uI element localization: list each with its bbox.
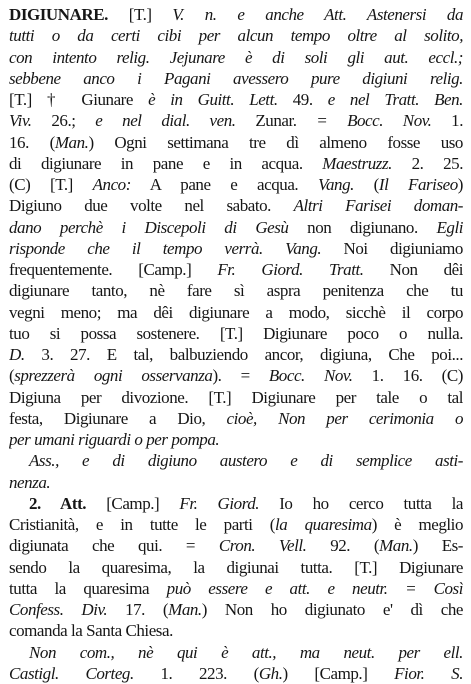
- italic-text: V. n. e anche Att. Astenersi da: [172, 5, 463, 24]
- italic-text: tutti o da certi cibi per alcun tempo oltre al solito,: [9, 26, 463, 46]
- entry-line: [9, 429, 463, 450]
- body-text: ): [457, 175, 463, 194]
- body-text: 92. (: [306, 536, 380, 556]
- italic-text: è in Guitt. Lett.: [148, 90, 278, 109]
- body-text: Digiuno due volte nel sabato.: [9, 196, 294, 216]
- body-text: [T.] † Giunare: [9, 90, 149, 109]
- italic-text: Anco:: [92, 175, 131, 194]
- italic-text: Ass., e di digiuno austero e di semplice asti-: [29, 451, 463, 471]
- italic-text: Il Fariseo: [378, 175, 458, 194]
- italic-text: la quaresima: [275, 515, 372, 534]
- entry-line: [9, 387, 463, 408]
- body-text: (C) [T.]: [9, 175, 93, 194]
- entry-line: [9, 302, 463, 323]
- entry-line: [9, 153, 463, 174]
- entry-line: [9, 238, 463, 259]
- entry-line: [9, 493, 463, 514]
- italic-text: Viv.: [9, 111, 32, 131]
- body-text: Non dêi: [363, 260, 463, 279]
- italic-text: con intento relig. Jejunare è di soli gli aut. eccl.;: [9, 47, 463, 67]
- entry-line: [9, 344, 463, 365]
- body-text: ). =: [212, 366, 269, 386]
- italic-text: Fr. Giord. Tratt.: [217, 260, 364, 279]
- italic-text: Man.: [168, 600, 202, 619]
- dictionary-entry-digiunare: [9, 4, 463, 684]
- body-text: ) Es-: [412, 536, 463, 556]
- body-text: ) Ogni settimana tre dì almeno fosse uso: [88, 132, 463, 152]
- body-text: tuo si possa sostenere. [T.] Digiunare poco o nulla.: [9, 323, 463, 343]
- body-text: ) Non ho digiunato e' dì che: [201, 600, 463, 619]
- body-text: Noi digiuniamo: [321, 238, 463, 258]
- italic-text: Fr. Giord.: [179, 493, 260, 513]
- italic-text: risponde che il tempo verrà. Vang.: [9, 238, 322, 258]
- italic-text: Vang.: [317, 175, 354, 194]
- body-text: 3. 27. E tal, balbuziendo ancor, digiuna, Che poi...: [24, 345, 463, 364]
- italic-text: Egli: [436, 217, 463, 237]
- body-text: [T.]: [128, 5, 173, 24]
- body-text: di digiunare in pane e in acqua.: [9, 153, 323, 173]
- italic-text: sprezzerà ogni osservanza: [14, 366, 213, 386]
- italic-text: Man.: [54, 132, 89, 152]
- entry-line: [9, 110, 463, 131]
- entry-line: [9, 174, 463, 195]
- body-text: 26.;: [31, 111, 96, 131]
- italic-text: Fior. S.: [394, 663, 463, 683]
- italic-text: Maestruzz.: [322, 153, 392, 173]
- entry-line: [9, 195, 463, 216]
- body-text: frequentemente. [Camp.]: [9, 260, 218, 279]
- entry-line: [9, 25, 463, 46]
- body-text: 2. 25.: [391, 153, 463, 173]
- body-text: ) [Camp.]: [282, 663, 395, 683]
- italic-text: cioè, Non per cerimonia o: [226, 408, 463, 428]
- entry-line: [9, 557, 463, 578]
- body-text: 49.: [277, 90, 328, 109]
- italic-text: sebbene anco i Pagani avessero pure digiuni relig.: [9, 68, 463, 88]
- body-text: digiunare tanto, nè fare sì aspra penitenza che tu: [9, 281, 463, 301]
- entry-line: [9, 535, 463, 556]
- headword-text: 2. Att.: [29, 493, 87, 513]
- body-text: non digiunano.: [288, 217, 437, 237]
- entry-line: [9, 132, 463, 153]
- body-text: [Camp.]: [86, 493, 180, 513]
- body-text: comanda la Santa Chiesa.: [9, 621, 173, 641]
- italic-text: nenza.: [9, 472, 51, 492]
- entry-line: [9, 4, 463, 25]
- italic-text: Non com., nè qui è att., ma neut. per ell.: [29, 642, 463, 662]
- entry-line: [9, 599, 463, 620]
- body-text: sendo la quaresima, la digiunai tutta. [T.] Digiunare: [9, 557, 463, 577]
- italic-text: = Bocc. Nov.: [316, 111, 432, 131]
- body-text: vegni meno; ma dêi digiunare a modo, sicchè il corpo: [9, 302, 463, 322]
- entry-line: [9, 408, 463, 429]
- body-text: festa, Digiunare a Dio,: [9, 408, 227, 428]
- entry-line: [9, 47, 463, 68]
- entry-line: [9, 578, 463, 599]
- entry-line: [9, 323, 463, 344]
- body-text: Zunar.: [235, 111, 317, 131]
- italic-text: e nel Tratt. Ben.: [327, 90, 463, 109]
- italic-text: dano perchè i Discepoli di Gesù: [9, 217, 289, 237]
- entry-line: [9, 280, 463, 301]
- italic-text: Castigl. Corteg.: [9, 663, 134, 683]
- body-text: tutta la quaresima: [9, 578, 167, 598]
- italic-text: Gh.: [258, 663, 283, 683]
- entry-line: [9, 68, 463, 89]
- italic-text: Altri Farisei doman-: [293, 196, 463, 216]
- headword-text: DIGIUNARE.: [9, 5, 129, 24]
- italic-text: può essere e att. e neutr. = Così: [166, 578, 463, 598]
- body-text: 1.: [431, 111, 463, 131]
- entry-line: [9, 89, 463, 110]
- italic-text: Cron. Vell.: [218, 536, 307, 556]
- entry-line: [9, 620, 463, 641]
- body-text: A pane e acqua.: [130, 175, 318, 194]
- body-text: Io ho cerco tutta la: [259, 493, 463, 513]
- body-text: Cristianità, e in tutte le parti (: [9, 515, 276, 534]
- body-text: 16. (: [9, 132, 55, 152]
- italic-text: D.: [9, 345, 25, 364]
- body-text: 17. (: [107, 600, 169, 619]
- entry-line: [9, 217, 463, 238]
- body-text: (: [9, 366, 15, 386]
- entry-line: [9, 365, 463, 386]
- entry-line: [9, 514, 463, 535]
- body-text: 1. 223. (: [133, 663, 259, 683]
- entry-line: [9, 472, 463, 493]
- italic-text: per umani riguardi o per pompa.: [9, 430, 220, 449]
- italic-text: Bocc. Nov.: [268, 366, 353, 386]
- entry-line: [9, 642, 463, 663]
- italic-text: e nel dial. ven.: [95, 111, 236, 131]
- entry-line: [9, 259, 463, 280]
- entry-line: [9, 663, 463, 684]
- body-text: digiunata che qui. =: [9, 536, 219, 556]
- entry-line: [9, 450, 463, 471]
- body-text: 1. 16. (C): [352, 366, 463, 386]
- italic-text: Man.: [379, 536, 413, 556]
- body-text: (: [353, 175, 379, 194]
- body-text: Digiuna per divozione. [T.] Digiunare per tale o tal: [9, 387, 463, 407]
- italic-text: Confess. Div.: [9, 600, 108, 619]
- body-text: ) è meglio: [371, 515, 463, 534]
